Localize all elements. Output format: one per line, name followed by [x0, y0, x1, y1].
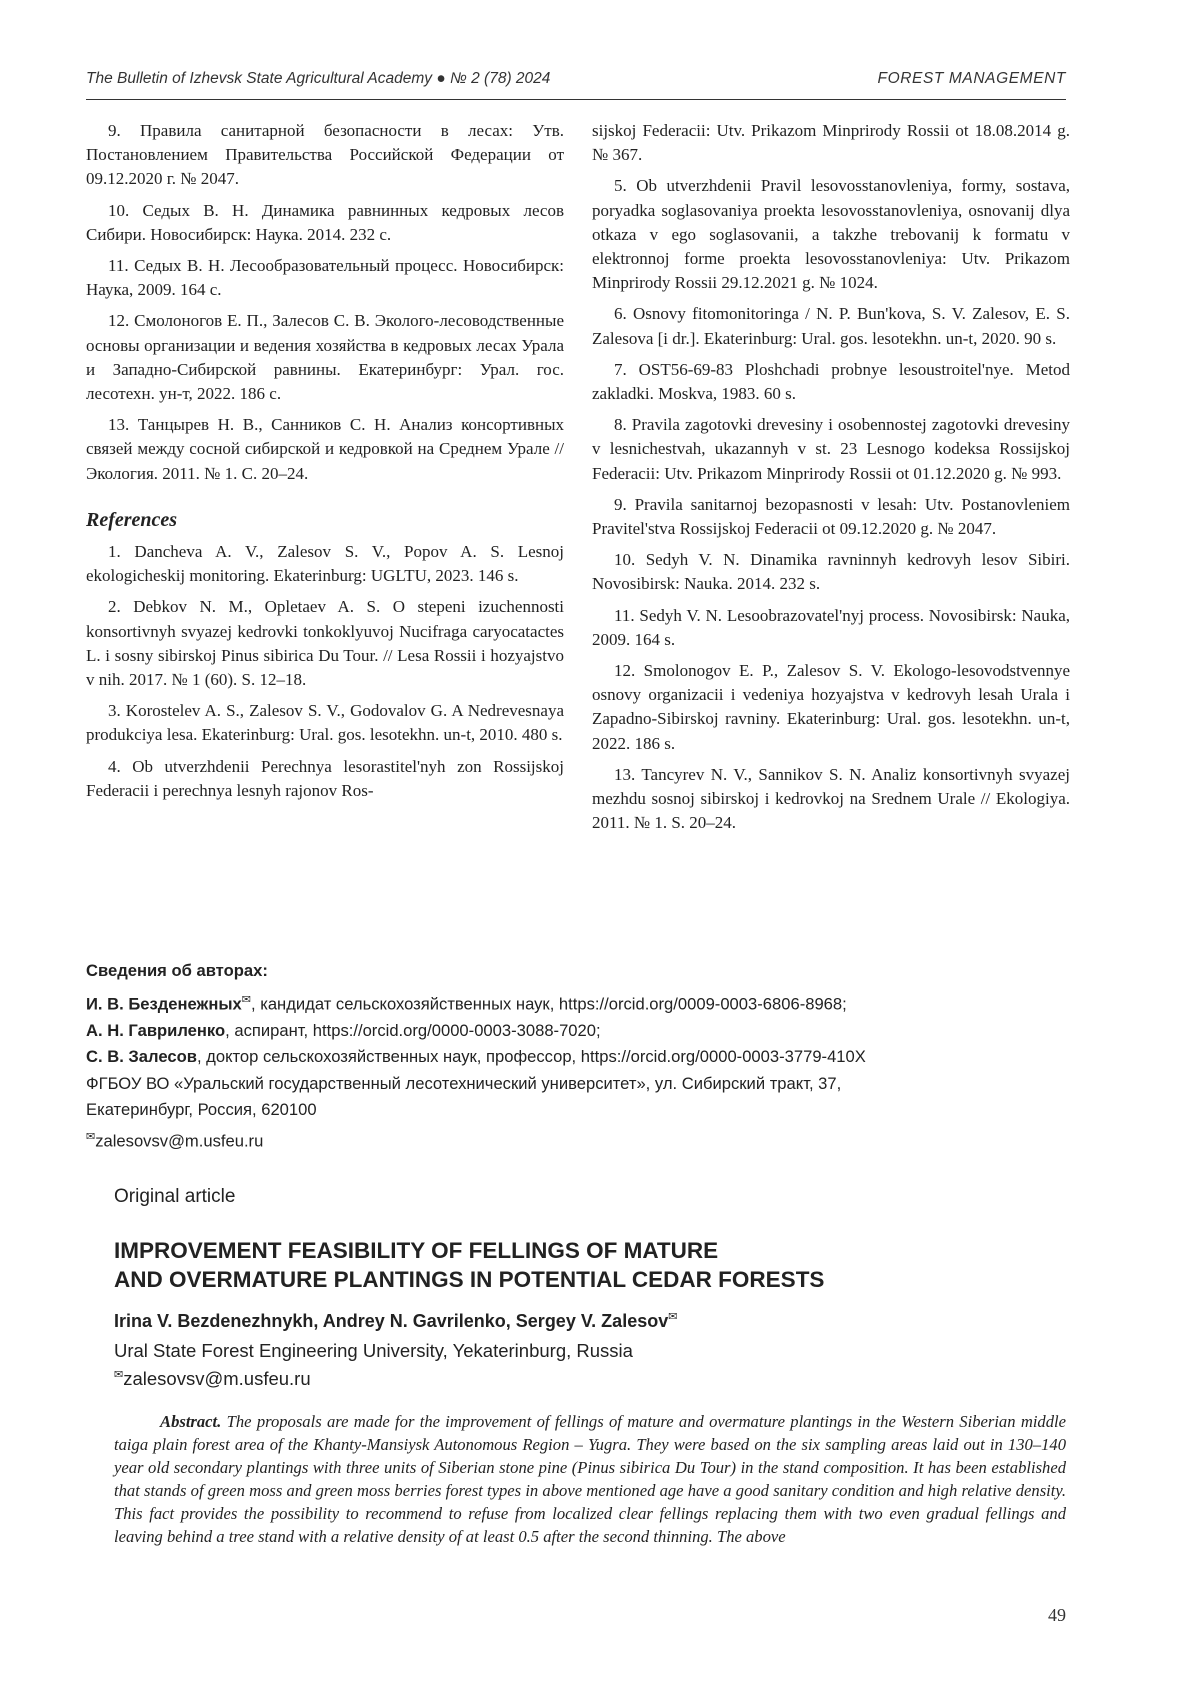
right-column: [592, 119, 1070, 842]
contact-email-line: [86, 1124, 1086, 1155]
author-1-name: И. В. Безденежных: [86, 994, 242, 1014]
article-title: [114, 1236, 1074, 1294]
article-authors: [114, 1310, 1074, 1332]
references-heading: References: [86, 508, 178, 531]
author-1-details: , кандидат сельскохозяйственных наук, https://orcid.org/0009-0003-6806-8968;: [250, 994, 847, 1014]
authors-info-heading: Сведения об авторах:: [86, 961, 268, 980]
reference-ru-12: 12. Смолоногов Е. П., Залесов С. В. Эколого-лесоводственные основы организации и ведения хозяйства в кедровых лесах Урала и Западно-Сибирской равнины. Екатеринбург: Урал. гос. лесотехн. ун-т, 2022. 186 с.: [86, 311, 564, 404]
author-3-line: [86, 1044, 1086, 1071]
reference-en-4-continued: sijskoj Federacii: Utv. Prikazom Minprirody Rossii ot 18.08.2014 g. № 367.: [592, 121, 1070, 165]
abstract-label: Abstract.: [160, 1412, 222, 1431]
author-3-name: С. В. Залесов: [86, 1047, 197, 1067]
reference-en-8: 8. Pravila zagotovki drevesiny i osobennostej zagotovki drevesiny v lesnichestvah, ukazannyh v st. 23 Lesnogo kodeksa Rossijskoj Federacii: Utv. Prikazom Minprirody Rossii ot 01.12.2020 g. № 993.: [592, 415, 1070, 483]
article-email-line: [114, 1368, 1074, 1390]
reference-en-1: 1. Dancheva A. V., Zalesov S. V., Popov A. S. Lesnoj ekologicheskij monitoring. Ekaterinburg: UGLTU, 2023. 146 s.: [86, 542, 564, 586]
reference-en-13: 13. Tancyrev N. V., Sannikov S. N. Analiz konsortivnyh svyazej mezhdu sosnoj sibirskoj i kedrovkoj na Srednem Urale // Ekologiya. 2011. № 1. S. 20–24.: [592, 764, 1070, 833]
article-title-line-2: AND OVERMATURE PLANTINGS IN POTENTIAL CEDAR FORESTS: [114, 1267, 825, 1292]
article-affiliation: Ural State Forest Engineering University, Yekaterinburg, Russia: [114, 1340, 633, 1361]
author-2-details: , аспирант, https://orcid.org/0000-0003-3088-7020;: [225, 1020, 601, 1040]
article-authors-names: Irina V. Bezdenezhnykh, Andrey N. Gavrilenko, Sergey V. Zalesov: [114, 1311, 669, 1331]
reference-en-6: 6. Osnovy fitomonitoringa / N. P. Bun'kova, S. V. Zalesov, E. S. Zalesova [i dr.]. Ekaterinburg: Ural. gos. lesotekhn. un-t, 2020. 90 s.: [592, 304, 1070, 348]
reference-ru-9: 9. Правила санитарной безопасности в лесах: Утв. Постановлением Правительства Российской Федерации от 09.12.2020 г. № 2047.: [86, 121, 564, 189]
organization-line-1: ФГБОУ ВО «Уральский государственный лесотехнический университет», ул. Сибирский тракт, 37,: [86, 1073, 842, 1093]
journal-title: The Bulletin of Izhevsk State Agricultural Academy ● № 2 (78) 2024: [86, 70, 551, 87]
article-email: zalesovsv@m.usfeu.ru: [123, 1368, 311, 1390]
left-column: [86, 119, 564, 810]
author-3-details: , доктор сельскохозяйственных наук, профессор, https://orcid.org/0000-0003-3779-410X: [196, 1047, 866, 1067]
reference-en-2: 2. Debkov N. M., Opletaev A. S. O stepeni izuchennosti konsortivnyh svyazej kedrovki tonkoklyuvoj Nucifraga caryocatactes L. i sosny sibirskoj Pinus sibirica Du Tour. // Lesa Rossii i hozyajstvo v nih. 2017. № 1 (60). S. 12–18.: [86, 597, 564, 690]
header-rule: [86, 99, 1066, 100]
reference-en-5: 5. Ob utverzhdenii Pravil lesovosstanovleniya, formy, sostava, poryadka soglasovaniya proekta lesovosstanovleniya, osnovanij dlya otkaza v ego soglasovanii, a takzhe trebovanij k formatu v elektronnoj forme proekta lesovosstanovleniya: Utv. Prikazom Minprirody Rossii 29.12.2021 g. № 1024.: [592, 176, 1070, 293]
reference-ru-11: 11. Седых В. Н. Лесообразовательный процесс. Новосибирск: Наука, 2009. 164 с.: [86, 256, 564, 300]
envelope-icon: ✉: [114, 1369, 124, 1381]
envelope-icon: ✉: [668, 1311, 678, 1323]
authors-info: [86, 958, 1086, 1155]
envelope-icon: ✉: [241, 993, 251, 1006]
reference-en-3: 3. Korostelev A. S., Zalesov S. V., Godovalov G. A Nedrevesnaya produkciya lesa. Ekaterinburg: Ural. gos. lesotekhn. un-t, 2010. 480 s.: [86, 701, 564, 745]
envelope-icon: ✉: [86, 1130, 96, 1143]
contact-email: zalesovsv@m.usfeu.ru: [95, 1131, 264, 1151]
organization-line-2: Екатеринбург, Россия, 620100: [86, 1100, 317, 1120]
article-type: Original article: [114, 1186, 236, 1207]
reference-en-7: 7. OST56-69-83 Ploshchadi probnye lesoustroitel'nye. Metod zakladki. Moskva, 1983. 60 s.: [592, 359, 1070, 404]
reference-en-12: 12. Smolonogov E. P., Zalesov S. V. Ekologo-lesovodstvennye osnovy organizacii i vedeniya hozyajstva v kedrovyh lesah Urala i Zapadno-Sibirskoj ravniny. Ekaterinburg: Ural. gos. lesotekhn. un-t, 2022. 186 s.: [592, 661, 1070, 753]
author-2-name: А. Н. Гавриленко: [86, 1020, 226, 1040]
reference-ru-13: 13. Танцырев Н. В., Санников С. Н. Анализ консортивных связей между сосной сибирской и кедровкой на Среднем Урале // Экология. 2011. № 1. С. 20–24.: [86, 415, 564, 483]
reference-en-10: 10. Sedyh V. N. Dinamika ravninnyh kedrovyh lesov Sibiri. Novosibirsk: Nauka. 2014. 232 s.: [592, 550, 1070, 594]
page-number: 49: [1048, 1605, 1066, 1625]
section-name: FOREST MANAGEMENT: [877, 70, 1066, 87]
author-2-line: [86, 1018, 1086, 1045]
abstract-text: The proposals are made for the improvement of fellings of mature and overmature plantings in the Western Siberian middle taiga plain forest area of the Khanty-Mansiysk Autonomous Region – Yugra. They were based on the six sampling areas laid out in 130–140 year old secondary plantings with three units of Siberian stone pine (Pinus sibirica Du Tour) in the stand composition. It has been established that stands of green moss and green moss berries forest types in above mentioned age have a good sanitary condition and high relative density. This fact provides the possibility to recommend to refuse from localized clear fellings replacing them with two even gradual fellings and leaving behind a tree stand with a relative density of at least 0.5 after the second thinning. The above: [114, 1412, 1066, 1546]
reference-ru-10: 10. Седых В. Н. Динамика равнинных кедровых лесов Сибири. Новосибирск: Наука. 2014. 232 с.: [86, 200, 564, 244]
reference-en-9: 9. Pravila sanitarnoj bezopasnosti v lesah: Utv. Postanovleniem Pravitel'stva Rossijskoj Federacii ot 09.12.2020 g. № 2047.: [592, 494, 1070, 539]
author-1-line: [86, 987, 1086, 1018]
abstract: [114, 1410, 1066, 1548]
reference-en-4: 4. Ob utverzhdenii Perechnya lesorastitel'nyh zon Rossijskoj Federacii i perechnya lesnyh rajonov Ros-: [86, 756, 564, 800]
article-title-line-1: IMPROVEMENT FEASIBILITY OF FELLINGS OF MATURE: [114, 1238, 719, 1263]
running-header: [86, 70, 1066, 100]
reference-en-11: 11. Sedyh V. N. Lesoobrazovatel'nyj process. Novosibirsk: Nauka, 2009. 164 s.: [592, 605, 1070, 649]
